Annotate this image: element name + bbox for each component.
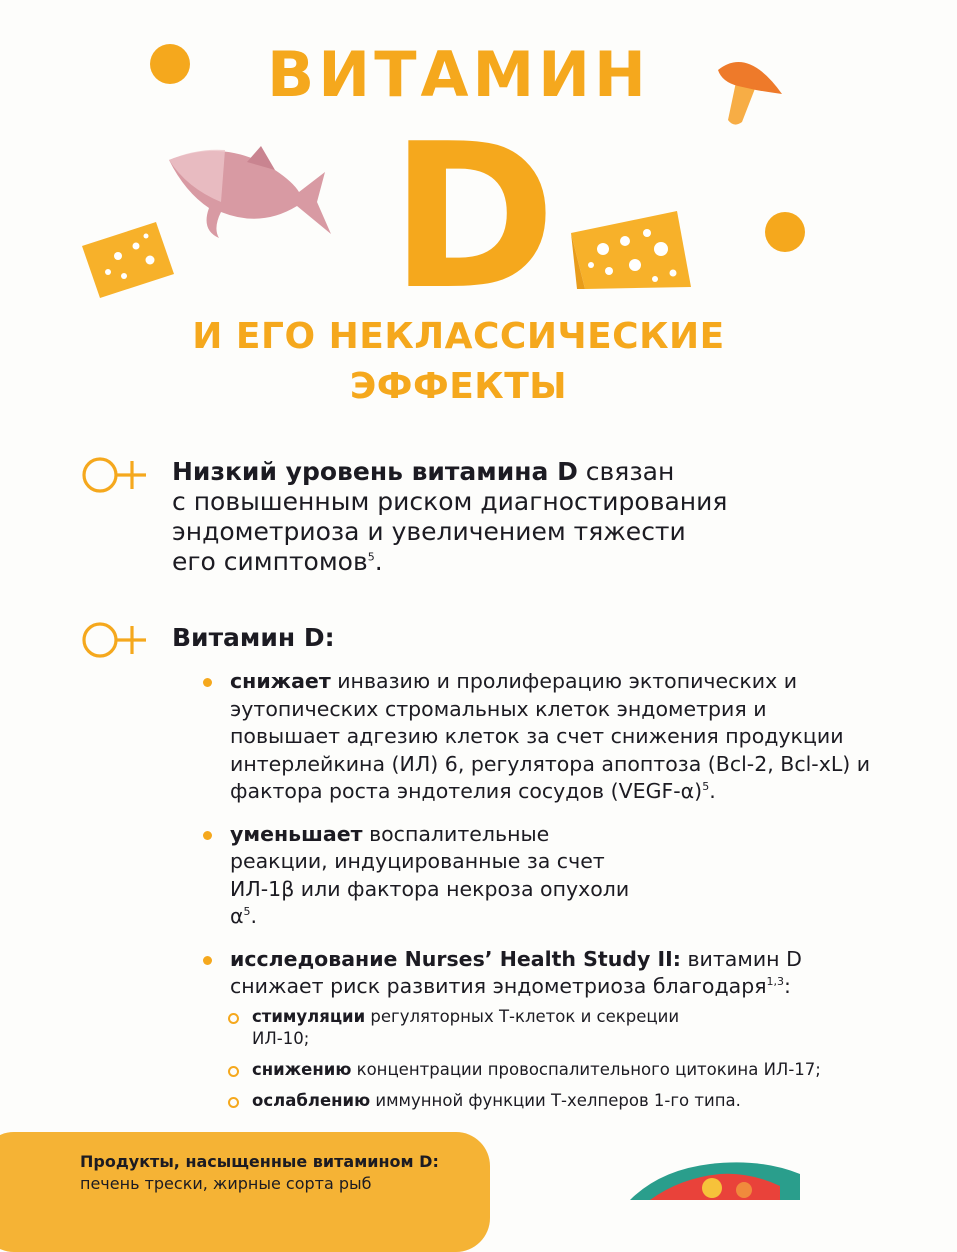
reference: 5	[367, 550, 375, 564]
list-item	[200, 668, 880, 806]
section1-bold: Низкий уровень витамина D	[172, 457, 578, 486]
section1-paragraph	[172, 457, 822, 577]
sub-list-item	[224, 1090, 850, 1112]
sub-list-item	[224, 1059, 850, 1081]
section2-heading: Витамин D:	[172, 623, 335, 652]
subtitle-line: И ЕГО НЕКЛАССИЧЕСКИЕ	[192, 316, 725, 357]
title-letter-d: D	[390, 101, 557, 334]
sub-bullet-text: иммунной функции Т-хелперов 1-го типа.	[370, 1090, 741, 1110]
venus-icon	[80, 620, 150, 660]
food-image	[620, 1150, 957, 1200]
bullet-text: воспалительные реакции, индуцированные за счет ИЛ-1β или фактора некроза опухоли α	[230, 821, 630, 928]
decor-dot	[765, 212, 805, 252]
sub-bullet-bold: ослаблению	[252, 1090, 371, 1110]
section1-text: эндометриоза и увеличением тяжести	[172, 517, 686, 546]
bullet-bold: снижает	[230, 669, 331, 693]
cheese-icon	[80, 220, 178, 300]
reference: 5	[702, 780, 710, 794]
bullet-bold: уменьшает	[230, 821, 363, 846]
list-item	[200, 821, 650, 931]
section1-text: с повышенным риском диагностирования	[172, 487, 728, 516]
subtitle-line: ЭФФЕКТЫ	[349, 366, 568, 407]
page-subtitle	[0, 312, 917, 412]
sub-bullet-text: регуляторных Т-клеток и секреции ИЛ-10;	[252, 1006, 680, 1048]
venus-icon	[80, 455, 150, 495]
sub-list-item	[224, 1006, 732, 1050]
sub-bullet-text: концентрации провоспалительного цитокина ИЛ-17;	[351, 1059, 821, 1079]
sub-bullet-bold: снижению	[252, 1059, 352, 1079]
reference: 5	[243, 905, 251, 919]
bullet-text: .	[709, 779, 716, 803]
bullet-text: :	[784, 974, 791, 998]
section1-text: его симптомов	[172, 547, 368, 576]
page-title: ВИТАМИН	[267, 38, 650, 111]
cheese-icon	[565, 205, 695, 295]
fish-icon	[165, 142, 335, 242]
bullet-text: витамин D снижает риск развития эндометриоза благодаря	[230, 946, 802, 998]
products-title: Продукты, насыщенные витамином D:	[80, 1152, 439, 1171]
bullet-list	[200, 668, 880, 1127]
section1-text: .	[374, 547, 383, 576]
sub-bullet-bold: стимуляции	[252, 1006, 366, 1026]
sub-bullet-list	[224, 1006, 850, 1112]
products-text: печень трески, жирные сорта рыб	[80, 1174, 372, 1193]
bullet-bold: исследование Nurses’ Health Study II:	[230, 946, 681, 971]
bullet-text: .	[250, 904, 258, 928]
bullet-text: инвазию и пролиферацию эктопических и эутопических стромальных клеток эндометрия и повышает адгезию клеток за счет снижения продукции интерлейкина (ИЛ) 6, регулятора апоптоза (Bcl-2, Bcl-xL) и фактора роста эндотелия сосудов (VEGF-α)	[230, 669, 871, 803]
list-item	[200, 946, 850, 1112]
section1-text: связан	[577, 457, 675, 486]
reference: 1,3	[766, 975, 785, 989]
